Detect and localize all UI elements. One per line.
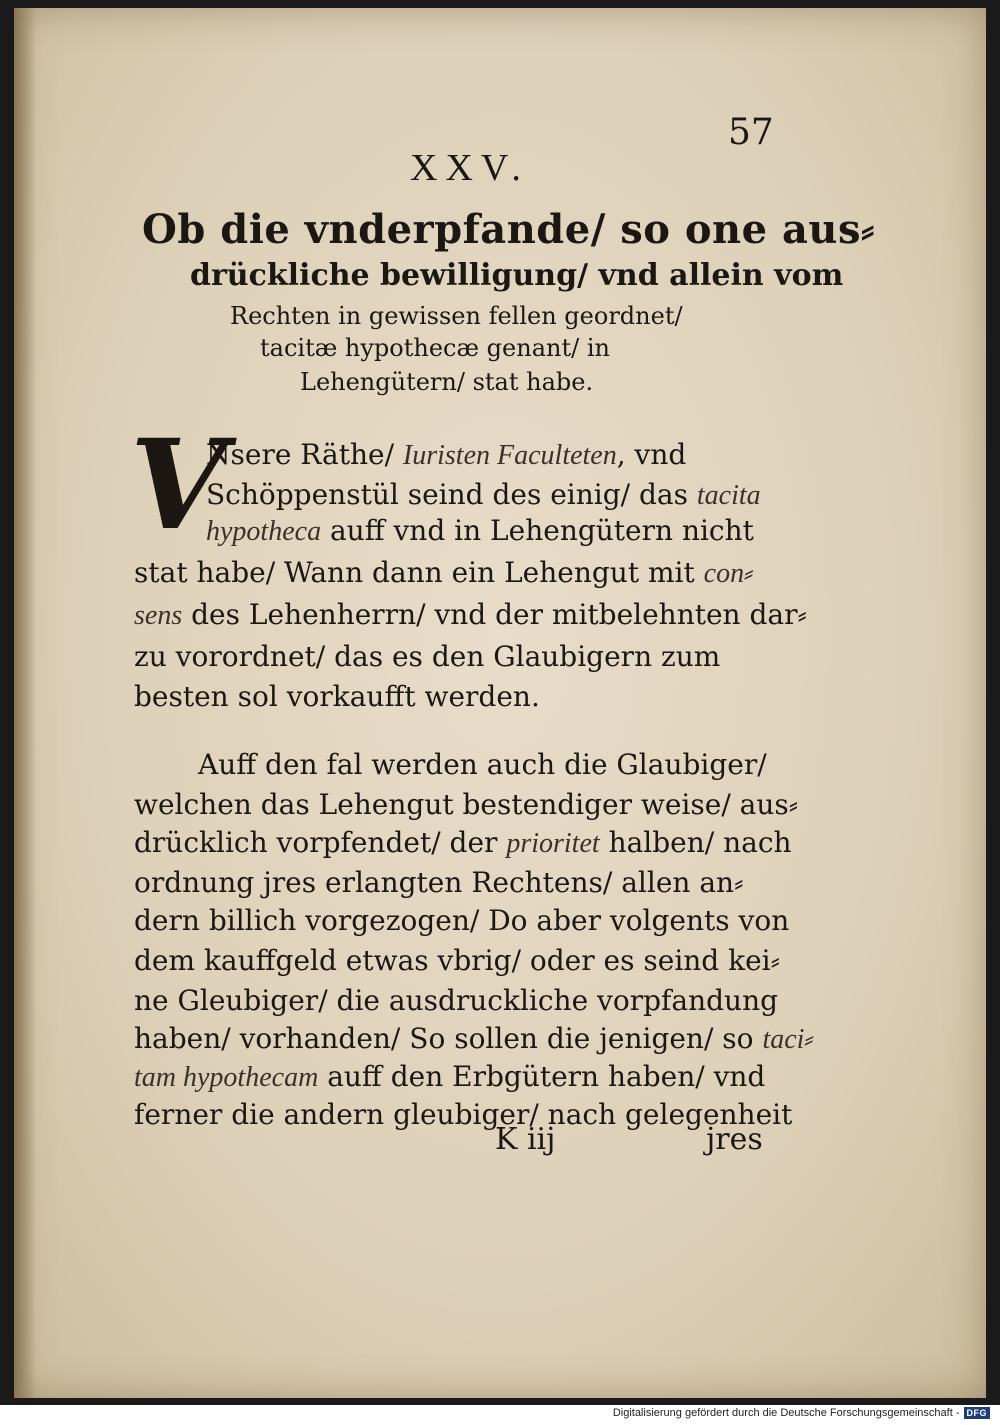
text-segment: ferner die andern gleubiger/ nach gelegenheit [134,1098,793,1131]
latin-term: taci⸗ [762,1024,814,1055]
title-line-1: Ob die vnderpfande/ so one aus⸗ [142,206,875,253]
text-segment: zu vorordnet/ das es den Glaubigern zum [134,640,721,673]
page-number: 57 [728,112,774,153]
text-line [134,788,798,822]
text-line [134,866,743,900]
latin-term: con⸗ [703,558,754,589]
text-line [134,680,540,714]
text-line [134,944,780,978]
text-line [206,438,686,472]
text-segment: Nsere Räthe/ [206,438,403,471]
text-segment: auff vnd in Lehengütern nicht [321,514,754,547]
text-segment: auff den Erbgütern haben/ vnd [318,1060,766,1093]
text-line [134,1060,765,1094]
text-line [198,748,767,782]
text-segment: stat habe/ Wann dann ein Lehengut mit [134,556,704,589]
chapter-number: XXV. [410,147,529,189]
text-line [134,984,778,1018]
latin-term: sens [134,600,183,631]
dfg-logo-icon: DFG [964,1407,991,1419]
text-segment: halben/ nach [599,826,792,859]
latin-term: prioritet [506,828,600,859]
text-line [134,904,789,938]
text-line [134,598,807,632]
text-line [134,1022,814,1056]
title-line-4: tacitæ hypothecæ genant/ in [260,334,610,362]
page-gutter-shadow [14,8,36,1398]
signature-mark: K iij [495,1122,556,1157]
drop-cap-initial: V [130,413,227,558]
text-segment: welchen das Lehengut bestendiger weise/ aus⸗ [134,788,799,821]
text-segment: dem kauffgeld etwas vbrig/ oder es seind kei⸗ [134,944,780,977]
catchword: jres [706,1122,763,1157]
footer-text: Digitalisierung gefördert durch die Deutsche Forschungsgemeinschaft - [612,1407,960,1419]
text-line [206,514,754,548]
digitization-footer [613,1407,990,1419]
text-segment: Auff den fal werden auch die Glaubiger/ [198,748,767,781]
title-line-2: drückliche bewilligung/ vnd allein vom [190,258,844,293]
text-line [134,556,753,590]
title-line-5: Lehengütern/ stat habe. [300,368,594,396]
text-segment: , vnd [616,438,687,471]
text-line [206,478,761,512]
text-segment: haben/ vorhanden/ So sollen die jenigen/ so [134,1022,763,1055]
text-line [134,640,720,674]
text-segment: ordnung jres erlangten Rechtens/ allen an⸗ [134,866,744,899]
text-segment: besten sol vorkaufft werden. [134,680,540,713]
latin-term: hypotheca [206,516,322,547]
latin-term: Iuristen Faculteten [402,440,617,471]
text-line [134,1098,792,1132]
text-segment: ne Gleubiger/ die ausdruckliche vorpfandung [134,984,779,1017]
title-line-3: Rechten in gewissen fellen geordnet/ [230,302,683,330]
text-segment: dern billich vorgezogen/ Do aber volgents von [134,904,790,937]
text-segment: Schöppenstül seind des einig/ das [206,478,697,511]
text-line [134,826,792,860]
text-segment: des Lehenherrn/ vnd der mitbelehnten dar⸗ [182,598,807,631]
latin-term: tam hypothecam [134,1062,319,1093]
text-segment: drücklich vorpfendet/ der [134,826,507,859]
latin-term: tacita [696,480,761,511]
